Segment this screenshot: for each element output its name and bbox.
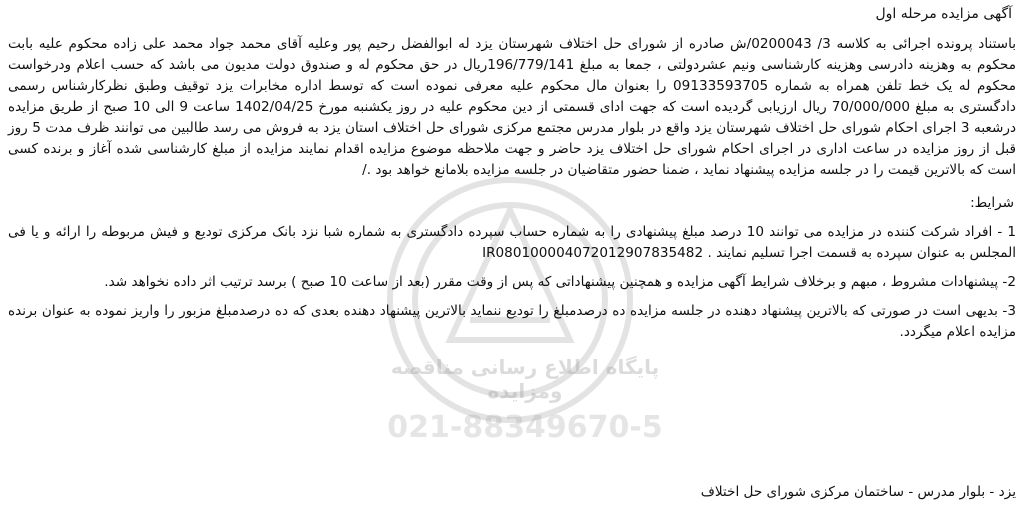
conditions-heading: شرایط: — [970, 195, 1014, 211]
notice-title: آگهی مزایده مرحله اول — [875, 6, 1012, 22]
condition-1-text: 1 - افراد شرکت کننده در مزایده می توانند 10 درصد مبلغ پیشنهادی را به شماره حساب سپرده دادگستری به شماره شبا نزد بانک مرکزی تودیع و فیش مربوطه را ارائه و یا فی المجلس به عنوان سپرده به قسمت اجرا تسلیم نمایند . — [8, 224, 1016, 261]
condition-item-1 — [8, 222, 1016, 264]
watermark-text: پایگاه اطلاع رسانی مناقصه ومزایده — [390, 355, 660, 403]
auction-notice — [8, 4, 1016, 518]
watermark-phone: 021-88349670-5 — [387, 410, 663, 445]
condition-item-3: 3- بدیهی است در صورتی که بالاترین پیشنهاد دهنده در جلسه مزایده ده درصدمبلغ را تودیع ننماید بالاترین پیشنهاد دهنده بعدی که ده درصدمبلغ مزبور را واریز نموده به عنوان برنده مزایده اعلام میگردد. — [8, 303, 1016, 340]
notice-body: باستناد پرونده اجرائی به کلاسه 3/ 0200043/ش صادره از شورای حل اختلاف شهرستان یزد له ابوالفضل رحیم پور وعلیه آقای محمد جواد محمد علی زاده محکوم علیه بابت محکوم به وهزینه دادرسی وهزینه کارشناسی ونیم عشردولتی ، جمعا به مبلغ 196/779/141ریال در حق محکوم له و صندوق دولت مدیون می باشد که حسب اعلام ودرخواست محکوم له یک خط تلفن همراه به شماره 09133593705 را بعنوان مال محکوم علیه معرفی نموده است که توسط اداره مخابرات یزد توقیف وطبق نظرکارشناس رسمی دادگستری به مبلغ 70/000/000 ریال ارزیابی گردیده است که جهت ادای قسمتی از دین محکوم علیه در روز یکشنبه مورخ 1402/04/25 ساعت 9 الی 10 صبح از طریق مزایده درشعبه 3 اجرای احکام شورای حل اختلاف شهرستان یزد واقع در بلوار مدرس مجتمع مرکزی شورای حل اختلاف استان یزد به فروش می رسد طالبین می توانند ظرف مدت 5 روز قبل از روز مزایده در ساعت اداری در اجرای احکام شورای حل اختلاف یزد حاضر و جهت ملاحظه موضوع مزایده اقدام نمایند مزایده از مبلغ کارشناسی شده آغاز و برنده کسی است که بالاترین قیمت را در جلسه مزایده پیشنهاد نماید ، ضمنا حضور متقاضیان در جلسه مزایده بلامانع خواهد بود ./ — [8, 36, 1017, 178]
footer-address: یزد - بلوار مدرس - ساختمان مرکزی شورای حل اختلاف — [700, 484, 1016, 500]
iban-number: IR080100004072012907835482 — [482, 245, 704, 261]
condition-item-2: 2- پیشنهادات مشروط ، مبهم و برخلاف شرایط آگهی مزایده و همچنین پیشنهاداتی که پس از وقت مقرر (بعد از ساعت 10 صبح ) برسد ترتیب اثر داده نخواهد شد. — [104, 274, 1016, 290]
